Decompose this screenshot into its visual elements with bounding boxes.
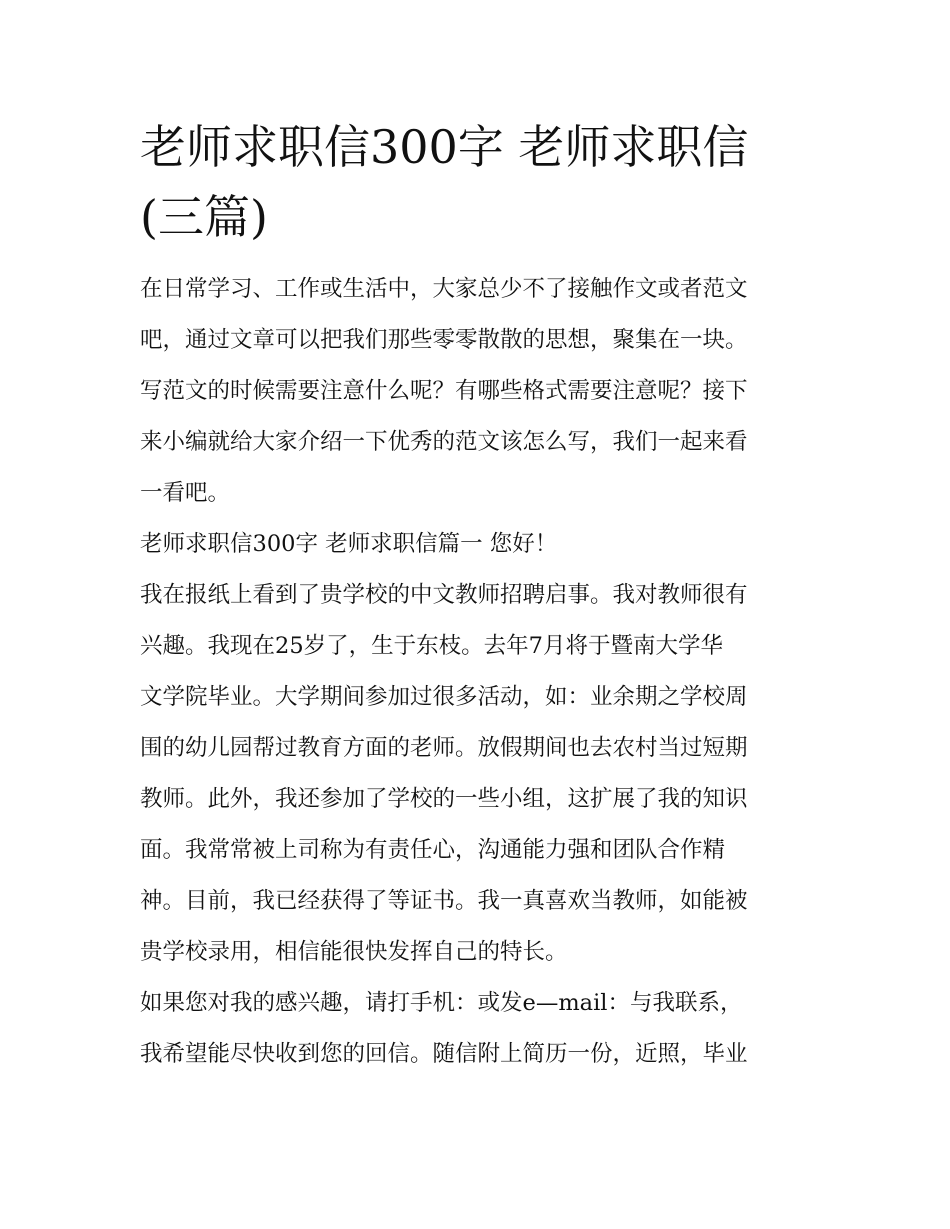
text-line: 教师。此外，我还参加了学校的一些小组，这扩展了我的知识 [140, 786, 748, 812]
text-line: 如果您对我的感兴趣，请打手机：或发e—mail：与我联系， [140, 990, 743, 1016]
text-line: 面。我常常被上司称为有责任心，沟通能力强和团队合作精 [140, 837, 726, 863]
text-line: 写范文的时候需要注意什么呢？有哪些格式需要注意呢？接下 [140, 378, 748, 404]
text-line: 来小编就给大家介绍一下优秀的范文该怎么写，我们一起来看 [140, 429, 748, 455]
text-line: 在日常学习、工作或生活中，大家总少不了接触作文或者范文 [140, 276, 748, 302]
title-line: (三篇) [140, 190, 268, 244]
text-line: 兴趣。我现在25岁了，生于东枝。去年7月将于暨南大学华 [140, 633, 723, 659]
text-line: 文学院毕业。大学期间参加过很多活动，如：业余期之学校周 [140, 684, 748, 710]
text-line: 我在报纸上看到了贵学校的中文教师招聘启事。我对教师很有 [140, 582, 748, 608]
text-line: 神。目前，我已经获得了等证书。我一真喜欢当教师，如能被 [140, 888, 748, 914]
document-title [140, 112, 812, 252]
text-line: 我希望能尽快收到您的回信。随信附上简历一份，近照，毕业 [140, 1041, 748, 1067]
text-line: 吧，通过文章可以把我们那些零零散散的思想，聚集在一块。 [140, 327, 748, 353]
paragraph-letter-body [140, 570, 812, 978]
paragraph-intro [140, 264, 812, 519]
paragraph-heading [140, 519, 812, 570]
text-line: 围的幼儿园帮过教育方面的老师。放假期间也去农村当过短期 [140, 735, 748, 761]
paragraph-contact [140, 978, 812, 1080]
document-page [140, 112, 812, 1080]
text-line: 一看吧。 [140, 480, 231, 506]
text-line: 老师求职信300字 老师求职信篇一 您好！ [140, 531, 558, 557]
title-line: 老师求职信300字 老师求职信 [140, 120, 749, 174]
document-body [140, 264, 812, 1080]
text-line: 贵学校录用，相信能很快发挥自己的特长。 [140, 939, 568, 965]
